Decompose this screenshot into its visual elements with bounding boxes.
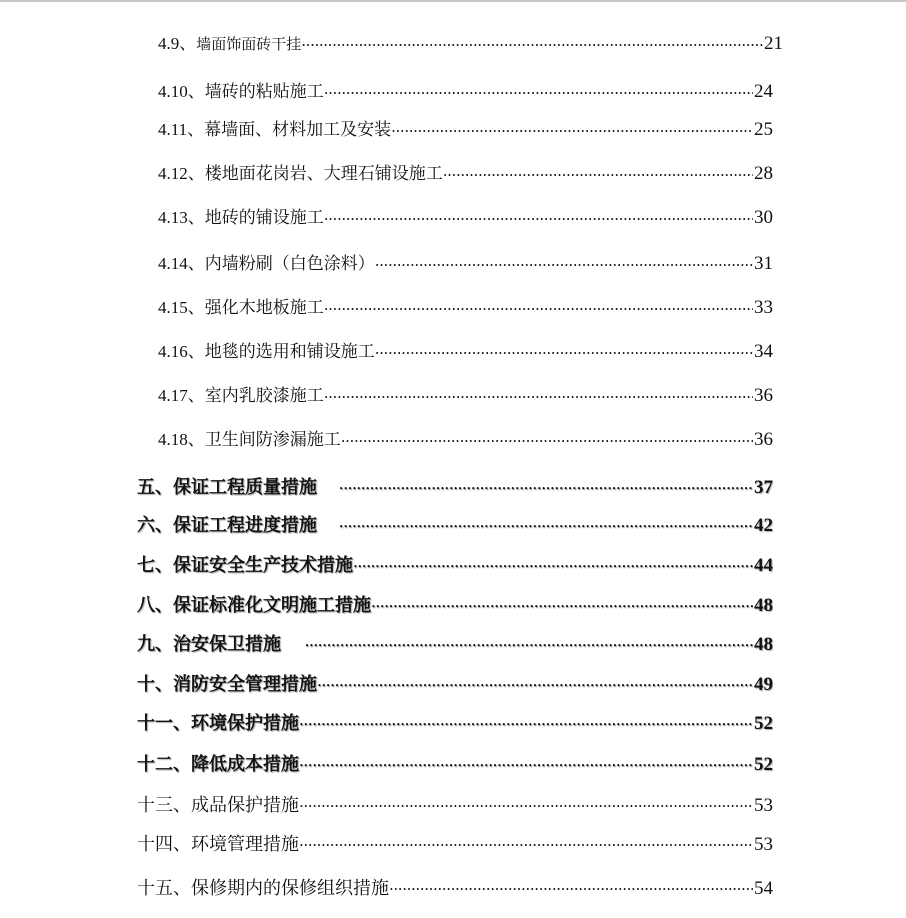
toc-section-page: 48 (754, 634, 773, 655)
toc-entry-title: 内墙粉刷（白色涂料） (204, 254, 375, 274)
toc-leader-dots (300, 795, 753, 816)
toc-entry-page: 36 (754, 385, 773, 406)
toc-section[interactable] (137, 551, 773, 577)
toc-entry-page: 36 (754, 429, 773, 450)
toc-entry[interactable] (158, 381, 773, 407)
toc-entry-title: 室内乳胶漆施工 (204, 386, 324, 406)
toc-section-title: 九、治安保卫措施 (137, 634, 281, 655)
toc-leader-dots (325, 82, 753, 102)
toc-entry[interactable] (158, 29, 783, 55)
toc-leader-dots (325, 298, 753, 318)
toc-leader-dots (392, 120, 753, 140)
toc-entry-page: 21 (764, 33, 783, 54)
toc-entry[interactable] (158, 159, 773, 185)
toc-leader-dots (376, 254, 753, 274)
toc-leader-dots (354, 555, 753, 576)
toc-entry-title: 墙砖的粘贴施工 (204, 82, 324, 102)
toc-section[interactable] (137, 473, 773, 499)
toc-section-title: 十二、降低成本措施 (137, 754, 299, 775)
toc-section[interactable] (137, 591, 773, 617)
toc-section[interactable] (137, 511, 773, 537)
toc-entry-number: 4.17、 (158, 386, 205, 405)
toc-entry-title: 强化木地板施工 (204, 298, 324, 318)
toc-section-page: 49 (754, 674, 773, 695)
toc-leader-dots (390, 878, 753, 899)
toc-entry[interactable] (158, 293, 773, 319)
toc-section-title: 六、保证工程进度措施 (137, 515, 317, 536)
toc-entry-title: 卫生间防渗漏施工 (204, 430, 341, 450)
toc-entry-page: 25 (754, 119, 773, 140)
toc-leader-dots (325, 386, 753, 406)
toc-entry-page: 30 (754, 207, 773, 228)
toc-section[interactable] (137, 630, 773, 656)
toc-leader-dots (342, 430, 753, 450)
toc-entry[interactable] (158, 77, 773, 103)
toc-entry[interactable] (158, 115, 773, 141)
toc-entry-number: 4.9、 (158, 34, 197, 53)
toc-entry-title: 地毯的选用和铺设施工 (204, 342, 375, 362)
toc-leader-dots (376, 342, 753, 362)
page-top-border (0, 0, 906, 2)
toc-entry[interactable] (158, 249, 773, 275)
toc-entry-number: 4.16、 (158, 342, 205, 361)
toc-leader-dots (325, 208, 753, 228)
toc-leader-dots (300, 713, 753, 734)
toc-entry-page: 34 (754, 341, 773, 362)
toc-section-page: 53 (754, 795, 773, 816)
toc-section-page: 48 (754, 595, 773, 616)
toc-leader-dots (444, 164, 753, 184)
toc-section[interactable] (137, 874, 773, 900)
toc-leader-dots (306, 634, 753, 655)
toc-leader-dots (318, 674, 753, 695)
toc-section-page: 42 (754, 515, 773, 536)
toc-entry-title: 幕墙面、材料加工及安装 (204, 120, 392, 140)
toc-entry-title: 墙面饰面砖干挂 (196, 35, 302, 53)
toc-leader-dots (340, 515, 753, 536)
toc-entry-title: 地砖的铺设施工 (204, 208, 324, 228)
toc-section-title: 十、消防安全管理措施 (137, 674, 317, 695)
toc-entry-number: 4.10、 (158, 82, 205, 101)
toc-section-title: 十四、环境管理措施 (137, 834, 299, 855)
toc-entry-number: 4.13、 (158, 208, 205, 227)
toc-entry-title: 楼地面花岗岩、大理石铺设施工 (204, 164, 443, 184)
toc-section-title: 十三、成品保护措施 (137, 795, 299, 816)
toc-section-page: 37 (754, 477, 773, 498)
toc-section[interactable] (137, 791, 773, 817)
toc-section-title: 七、保证安全生产技术措施 (137, 555, 353, 576)
toc-section-title: 十一、环境保护措施 (137, 713, 299, 734)
toc-entry-number: 4.14、 (158, 254, 205, 273)
toc-leader-dots (372, 595, 753, 616)
toc-section-page: 54 (754, 878, 773, 899)
toc-section[interactable] (137, 750, 773, 776)
toc-section-title: 十五、保修期内的保修组织措施 (137, 878, 389, 899)
toc-entry-number: 4.11、 (158, 120, 205, 139)
toc-entry[interactable] (158, 425, 773, 451)
toc-leader-dots (300, 754, 753, 775)
toc-leader-dots (302, 34, 763, 54)
toc-section-title: 八、保证标准化文明施工措施 (137, 595, 371, 616)
toc-entry[interactable] (158, 337, 773, 363)
toc-entry-number: 4.18、 (158, 430, 205, 449)
toc-entry-number: 4.15、 (158, 298, 205, 317)
toc-section-page: 44 (754, 555, 773, 576)
toc-section-title: 五、保证工程质量措施 (137, 477, 317, 498)
toc-entry-page: 33 (754, 297, 773, 318)
toc-section[interactable] (137, 670, 773, 696)
toc-section[interactable] (137, 709, 773, 735)
toc-entry-page: 24 (754, 81, 773, 102)
toc-section-page: 53 (754, 834, 773, 855)
toc-section-page: 52 (754, 754, 773, 775)
toc-leader-dots (340, 477, 753, 498)
toc-entry-page: 28 (754, 163, 773, 184)
toc-leader-dots (300, 834, 753, 855)
toc-section[interactable] (137, 830, 773, 856)
toc-entry-number: 4.12、 (158, 164, 205, 183)
toc-section-page: 52 (754, 713, 773, 734)
toc-entry-page: 31 (754, 253, 773, 274)
toc-entry[interactable] (158, 203, 773, 229)
